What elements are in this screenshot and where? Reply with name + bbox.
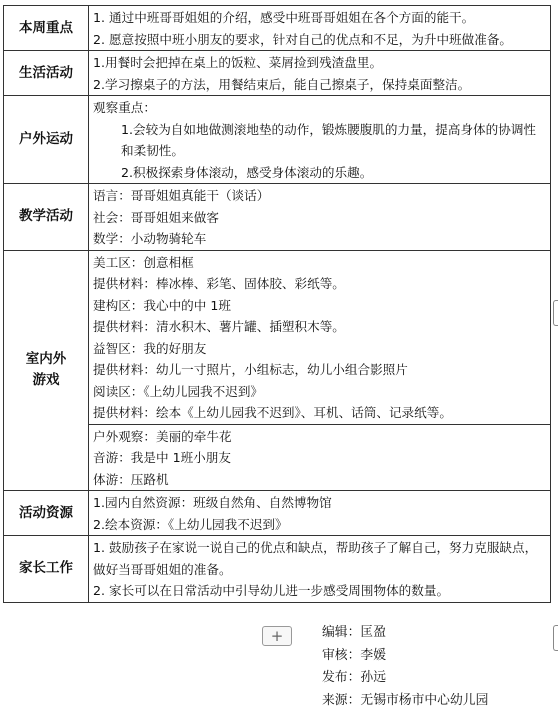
content-line: 社会：哥哥姐姐来做客 xyxy=(93,209,219,225)
content-line: 提供材料：清水积木、薯片罐、插塑积木等。 xyxy=(93,319,345,334)
row-content xyxy=(89,184,551,251)
table-row xyxy=(4,491,551,536)
row-heading-text: 室内外 xyxy=(25,351,67,368)
content-line: 1.用餐时会把掉在桌上的饭粒、菜屑捡到残渣盘里。 xyxy=(93,55,383,70)
row-heading-text: 生活活动 xyxy=(19,64,73,81)
row-content-outdoor xyxy=(89,424,551,491)
content-line: 提供材料：幼儿一寸照片，小组标志，幼儿小组合影照片 xyxy=(93,362,408,377)
row-content xyxy=(89,6,551,51)
row-content xyxy=(89,51,551,96)
side-tab-handle[interactable] xyxy=(553,300,558,326)
row-heading-text: 活动资源 xyxy=(19,504,73,521)
row-heading xyxy=(4,536,89,603)
row-heading-text: 户外运动 xyxy=(19,131,73,147)
row-content xyxy=(89,491,551,536)
content-line: 音游：我是中 1班小朋友 xyxy=(93,450,231,465)
content-line: 益智区：我的好朋友 xyxy=(93,340,207,356)
table-row xyxy=(4,96,551,184)
row-content xyxy=(89,96,551,184)
content-line: 2. 家长可以在日常活动中引导幼儿进一步感受周围物体的数量。 xyxy=(93,583,450,598)
content-line: 2. 愿意按照中班小朋友的要求，针对自己的优点和不足，为升中班做准备。 xyxy=(93,31,513,47)
plus-icon: + xyxy=(270,627,284,645)
content-line: 提供材料：绘本《上幼儿园我不迟到》、耳机、话筒、记录纸等。 xyxy=(93,405,452,420)
row-heading xyxy=(4,6,89,51)
table-row xyxy=(4,250,551,424)
content-line: 语言：哥哥姐姐真能干（谈话） xyxy=(93,188,270,203)
row-heading-text: 家长工作 xyxy=(19,560,73,577)
content-line: 阅读区：《上幼儿园我不迟到》 xyxy=(93,383,264,399)
content-line: 数学：小动物骑轮车 xyxy=(93,231,207,246)
table-row xyxy=(4,536,551,603)
row-content xyxy=(89,250,551,424)
content-line: 体游：压路机 xyxy=(93,471,169,487)
row-heading-text: 游戏 xyxy=(32,372,60,389)
side-tab-handle[interactable] xyxy=(553,625,558,651)
content-line: 建构区：我心中的中 1班 xyxy=(93,297,231,313)
content-line: 提供材料：棒冰棒、彩笔、固体胶、彩纸等。 xyxy=(93,276,345,291)
table-row xyxy=(4,6,551,51)
row-content xyxy=(89,536,551,603)
content-line: 1. 通过中班哥哥姐姐的介绍，感受中班哥哥姐姐在各个方面的能干。 xyxy=(93,10,475,25)
editor-line: 编辑：匡盈 xyxy=(322,625,386,640)
table-row xyxy=(4,184,551,251)
row-heading-text: 教学活动 xyxy=(19,208,73,225)
content-line: 2.绘本资源：《上幼儿园我不迟到》 xyxy=(93,516,288,532)
table-row xyxy=(4,51,551,96)
reviewer-line: 审核：李媛 xyxy=(322,647,386,663)
content-line: 户外观察：美丽的牵牛花 xyxy=(93,428,232,444)
row-heading xyxy=(4,250,89,491)
content-line: 2.学习擦桌子的方法，用餐结束后，能自己擦桌子，保持桌面整洁。 xyxy=(93,76,471,92)
article-footer xyxy=(322,622,488,712)
row-heading xyxy=(4,96,89,184)
publisher-line: 发布：孙远 xyxy=(322,670,386,685)
content-line: 观察重点： xyxy=(93,100,156,115)
content-line: 2.积极探索身体滚动，感受身体滚动的乐趣。 xyxy=(121,164,373,180)
content-line: 1.会较为自如地做测滚地垫的动作，锻炼腰腹肌的力量，提高身体的协调性和柔韧性。 xyxy=(121,121,537,158)
content-line: 美工区：创意相框 xyxy=(93,254,194,270)
source-line: 来源：无锡市杨市中心幼儿园 xyxy=(322,692,489,708)
row-heading-text: 本周重点 xyxy=(19,19,73,36)
content-line: 1. 鼓励孩子在家说一说自己的优点和缺点，帮助孩子了解自己，努力克服缺点，做好当哥哥姐姐的准备。 xyxy=(93,540,538,577)
content-line: 1.园内自然资源：班级自然角、自然博物馆 xyxy=(93,495,332,510)
row-heading xyxy=(4,491,89,536)
row-heading xyxy=(4,51,89,96)
row-heading xyxy=(4,184,89,251)
weekly-plan-table xyxy=(3,5,551,603)
add-button[interactable] xyxy=(262,626,292,646)
